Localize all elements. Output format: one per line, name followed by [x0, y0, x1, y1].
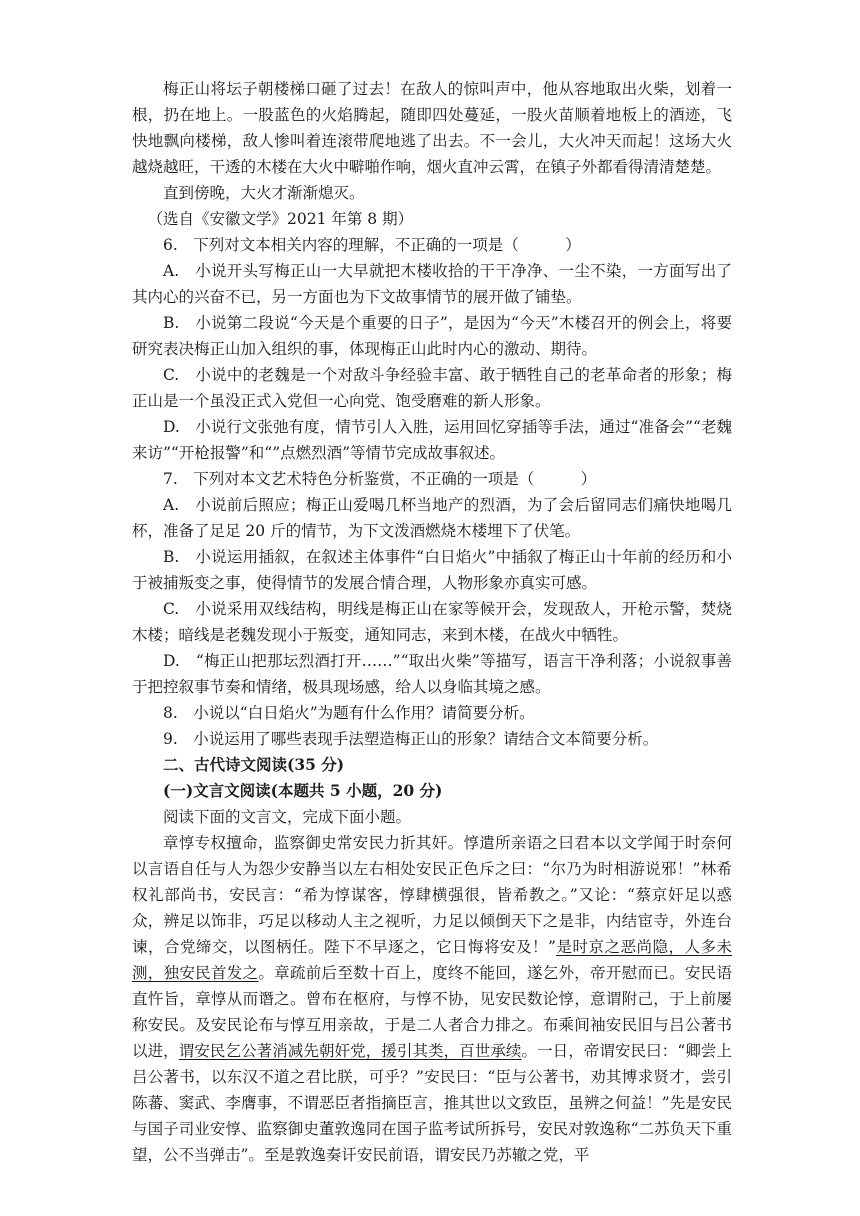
- underlined-sentence-1: 是时京之恶尚隐，人多未测，独安民首发之: [132, 938, 732, 982]
- question-6-option-b: B. 小说第二段说“今天是个重要的日子”，是因为“今天”木楼召开的例会上，将要研究表决梅正山加入组织的事，体现梅正山此时内心的激动、期待。: [132, 314, 732, 358]
- question-9: 9. 小说运用了哪些表现手法塑造梅正山的形象？请结合文本简要分析。: [163, 730, 659, 748]
- question-6-option-a: A. 小说开头写梅正山一大早就把木楼收拾的干干净净、一尘不染，一方面写出了其内心的兴奋不已，另一方面也为下文故事情节的展开做了铺垫。: [132, 262, 732, 306]
- question-7-option-c: C. 小说采用双线结构，明线是梅正山在家等候开会，发现敌人，开枪示警，焚烧木楼；暗线是老魏发现小于叛变，通知同志，来到木楼，在战火中牺牲。: [132, 600, 732, 644]
- question-7-stem: 7. 下列对本文艺术特色分析鉴赏，不正确的一项是（ ）: [163, 470, 597, 488]
- section-2-title: 二、古代诗文阅读(35 分): [163, 755, 345, 774]
- question-6-option-c: C. 小说中的老魏是一个对敌斗争经验丰富、敢于牺牲自己的老革命者的形象；梅正山是一个虽没正式入党但一心向党、饱受磨难的新人形象。: [132, 366, 732, 410]
- section-2-subtitle: (一)文言文阅读(本题共 5 小题，20 分): [163, 781, 443, 800]
- passage-part-2: 。章疏前后至数十百上，度终不能回，遂乞外，帝开慰而已。安民语直忤旨，章惇从而谮之。曾布在枢府，与惇不协，见安民数论惇，意谓附己，于上前屡称安民。及安民论布与惇互用亲故，于是二人者合力排之。布乘间袖安民旧与吕公著书以进，: [132, 964, 732, 1060]
- question-7-option-a: A. 小说前后照应；梅正山爱喝几杯当地产的烈酒，为了会后留同志们痛快地喝几杯，准备了足足 20 斤的情节，为下文泼酒燃烧木楼埋下了伏笔。: [132, 496, 732, 540]
- question-6-stem: 6. 下列对文本相关内容的理解，不正确的一项是（ ）: [163, 236, 581, 254]
- reading-instruction: 阅读下面的文言文，完成下面小题。: [163, 808, 412, 826]
- question-7-option-b: B. 小说运用插叙，在叙述主体事件“白日焰火”中插叙了梅正山十年前的经历和小于被捕叛变之事，使得情节的发展合情合理，人物形象亦真实可感。: [132, 548, 732, 592]
- story-source: （选自《安徽文学》2021 年第 8 期）: [147, 210, 414, 228]
- question-6-option-d: D. 小说行文张弛有度，情节引人入胜，运用回忆穿插等手法，通过“准备会”“老魏来访”“开枪报警”和“”点燃烈酒”等情节完成故事叙述。: [132, 418, 732, 462]
- story-paragraph-1: 梅正山将坛子朝楼梯口砸了过去！在敌人的惊叫声中，他从容地取出火柴，划着一根，扔在地上。一股蓝色的火焰腾起，随即四处蔓延，一股火苗顺着地板上的酒迹，飞快地飘向楼梯，敌人惨叫着连滚带爬地逃了出去。不一会儿，大火冲天而起！这场大火越烧越旺，干透的木楼在大火中噼啪作响，烟火直冲云霄，在镇子外都看得清清楚楚。: [132, 80, 732, 176]
- underlined-sentence-2: 谓安民乞公著消减先朝奸党，援引其类，百世承续: [178, 1042, 522, 1060]
- question-7-option-d: D. “梅正山把那坛烈酒打开……”“取出火柴”等描写，语言干净利落；小说叙事善于把控叙事节奏和情绪，极具现场感，给人以身临其境之感。: [132, 652, 732, 696]
- passage-part-3: 。一日，帝谓安民曰：“卿尝上吕公著书，以东汉不道之君比朕，可乎？”安民曰：“臣与公著书，劝其博求贤才，尝引陈蕃、窦武、李膺事，不谓恶臣者指摘臣言，推其世以文致臣，虽辨之何益！”先是安民与国子司业安惇、监察御史董敦逸同在国子监考试所拆号，安民对敦逸称“二苏负天下重望，公不当弹击”。至是敦逸奏讦安民前语，谓安民乃苏辙之党，平: [132, 1042, 732, 1164]
- story-paragraph-2: 直到傍晚，大火才渐渐熄灭。: [163, 184, 365, 202]
- classical-passage: [132, 830, 732, 1168]
- question-8: 8. 小说以“白日焰火”为题有什么作用？请简要分析。: [163, 704, 535, 722]
- passage-part-1: 章惇专权擅命，监察御史常安民力折其奸。惇遣所亲语之曰君本以文学闻于时奈何以言语自任与人为怨少安静当以左右相处安民正色斥之曰：“尔乃为时相游说邪！”林希权礼部尚书，安民言：“希为惇谋客，惇肆横强很，皆希教之。”又论：“蔡京奸足以惑众，辨足以饰非，巧足以移动人主之视听，力足以倾倒天下之是非，内结宦寺，外连台谏，合党缔交，以图柄任。陛下不早逐之，它日悔将安及！”: [132, 834, 732, 956]
